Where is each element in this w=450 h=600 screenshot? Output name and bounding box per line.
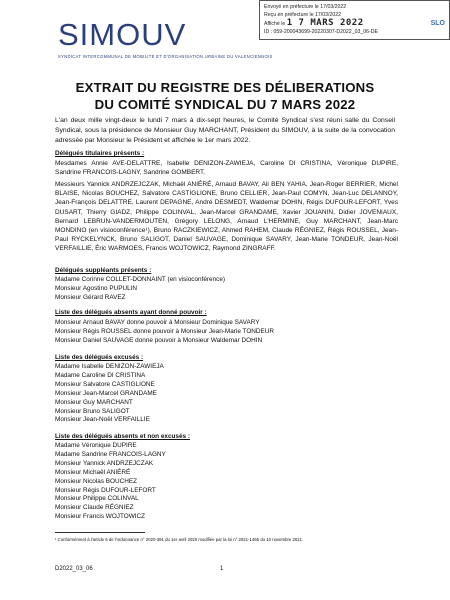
pouvoir-list <box>55 319 398 346</box>
stamp-date: 1 7 MARS 2022 <box>286 18 364 28</box>
list-item: Monsieur Yannick ANDRZEJCZAK <box>55 459 154 467</box>
excuses-heading: Liste des délégués excusés : <box>55 354 144 361</box>
list-item: Madame Caroline DI CRISTINA <box>55 371 146 379</box>
intro-paragraph: L'an deux mille vingt-deux le lundi 7 mars à dix-sept heures, le Comité Syndical s'est réuni salle du Conseil Syndical, sous la présidence de Monsieur Guy MARCHANT, Président du SIMOUV, à la suite de la convocation adressée par Monsieur le Président et affichée le 1er mars 2022. <box>55 117 395 144</box>
list-item: Monsieur Agostino PUPULIN <box>55 284 138 292</box>
stamp-displayed <box>264 19 445 28</box>
list-item: Madame Sandrine FRANCOIS-LAGNY <box>55 450 166 458</box>
list-item: Monsieur Francis WOJTOWICZ <box>55 513 146 521</box>
stamp-displayed-label: Affiché le <box>264 21 286 27</box>
list-item: Madame Corinne COLLET-DONNAINT (en visioconférence) <box>55 276 226 283</box>
list-item: Monsieur Daniel SAUVAGE donne pouvoir à Monsieur Waldemar DOHIN <box>55 336 263 344</box>
list-item: Monsieur Michaël ANIÉRÉ <box>55 468 131 476</box>
list-item: Monsieur Guy MARCHANT <box>55 398 133 406</box>
list-item: Madame Véronique DUPIRE <box>55 442 137 449</box>
stamp-received: Reçu en préfecture le 17/03/2022 <box>264 12 342 18</box>
list-item: Monsieur Nicolas BOUCHEZ <box>55 477 138 485</box>
list-item: Monsieur Jean-Marcel GRANDAME <box>55 389 157 397</box>
list-item: Monsieur Arnaud BAVAY donne pouvoir à Monsieur Dominique SAVARY <box>55 319 260 326</box>
list-item: Madame Isabelle DENIZON-ZAWIEJA <box>55 363 164 370</box>
stamp-mark: SLO <box>430 20 445 27</box>
list-item: Monsieur Bruno SALIGOT <box>55 407 130 415</box>
logo-text: SIMOUV <box>58 17 187 52</box>
suppleants-heading: Délégués suppléants présents : <box>55 267 152 274</box>
list-item: Monsieur Régis ROUSSEL donne pouvoir à Monsieur Jean-Marie TONDEUR <box>55 327 275 335</box>
page-number: 1 <box>220 566 224 572</box>
titulaires-heading: Délégués titulaires présents : <box>55 150 145 157</box>
footnote: ¹ Conformément à l'article 6 de l'ordonnance n° 2020-391 du 1er avril 2020 modifiée par la loi n° 2021-1465 du 10 novembre 2021. <box>55 537 304 542</box>
prefecture-stamp <box>259 0 450 40</box>
titulaires-mesdames: Mesdames Annie AVE-DELATTRE, Isabelle DENIZON-ZAWIEJA, Caroline DI CRISTINA, Véronique DUPIRE, Sandrine FRANCOIS-LAGNY, Sandrine GOMBERT. <box>55 160 398 177</box>
list-item: Monsieur Philippe COLINVAL <box>55 495 139 503</box>
stamp-sent: Envoyé en préfecture le 17/03/2022 <box>264 4 347 10</box>
titulaires-messieurs: Messieurs Yannick ANDRZEJCZAK, Michaël ANIÉRÉ, Arnaud BAVAY, Ali BEN YAHIA, Jean-Roger BERRIER, Michel BLAISE, Nicolas BOUCHEZ, Salvatore CASTIGLIONE, Bruno CELLIER, Jean-Paul COMYN, Jean-Luc DELANNOY, Jean-François DELATTRE, Laurent DEPAGNE, André DESMEDT, Waldemar DOHIN, Régis DUFOUR-LEFORT, Yves DUSART, Thierry GIADZ, Philippe COLINVAL, Jean-Marcel GRANDAME, Xavier JOUANIN, Didier JOVENIAUX, Bernard LEBRUN-VANDERMOUTEN, Grégory LELONG, Arnaud L'HERMINE, Guy MARCHANT, Jean-Marc MONDINO (en visioconférence¹), Bruno RACZKIEWICZ, Ahmed RAHEM, Claude RÉGNIEZ, Régis ROUSSEL, Jean-Paul RYCKELYNCK, Bruno SALIGOT, Daniel SAUVAGE, Dominique SAVARY, Jean-Marie TONDEUR, Jean-Noël VERFAILLIE, Éric WARMOES, Francis WOJTOWICZ, Raymond ZINGRAFF. <box>55 181 398 253</box>
footnote-divider <box>55 532 145 533</box>
absents-heading: Liste des délégués absents et non excusés : <box>55 433 190 440</box>
simouv-logo <box>58 18 208 58</box>
logo-tagline: SYNDICAT INTERCOMMUNAL DE MOBILITÉ ET D'ORGANISATION URBAINE DU VALENCIENNOIS <box>58 54 273 59</box>
excuses-list <box>55 363 398 425</box>
list-item: Monsieur Jean-Noël VERFAILLIE <box>55 416 150 424</box>
list-item: Monsieur Gérard RAVEZ <box>55 293 126 301</box>
stamp-id: ID : 059-200043699-20220307-D2022_03_06-DE <box>264 29 378 35</box>
suppleants-list <box>55 276 398 303</box>
pouvoir-heading: Liste des délégués absents ayant donné pouvoir : <box>55 309 207 316</box>
absents-list <box>55 442 398 522</box>
list-item: Monsieur Régis DUFOUR-LEFORT <box>55 486 156 494</box>
document-reference: D2022_03_06 <box>55 566 93 572</box>
list-item: Monsieur Claude RÉGNIEZ <box>55 504 134 512</box>
document-title-line2: DU COMITÉ SYNDICAL DU 7 MARS 2022 <box>94 97 356 112</box>
list-item: Monsieur Salvatore CASTIGLIONE <box>55 380 155 388</box>
document-title-line1: EXTRAIT DU REGISTRE DES DÉLIBERATIONS <box>75 80 375 95</box>
